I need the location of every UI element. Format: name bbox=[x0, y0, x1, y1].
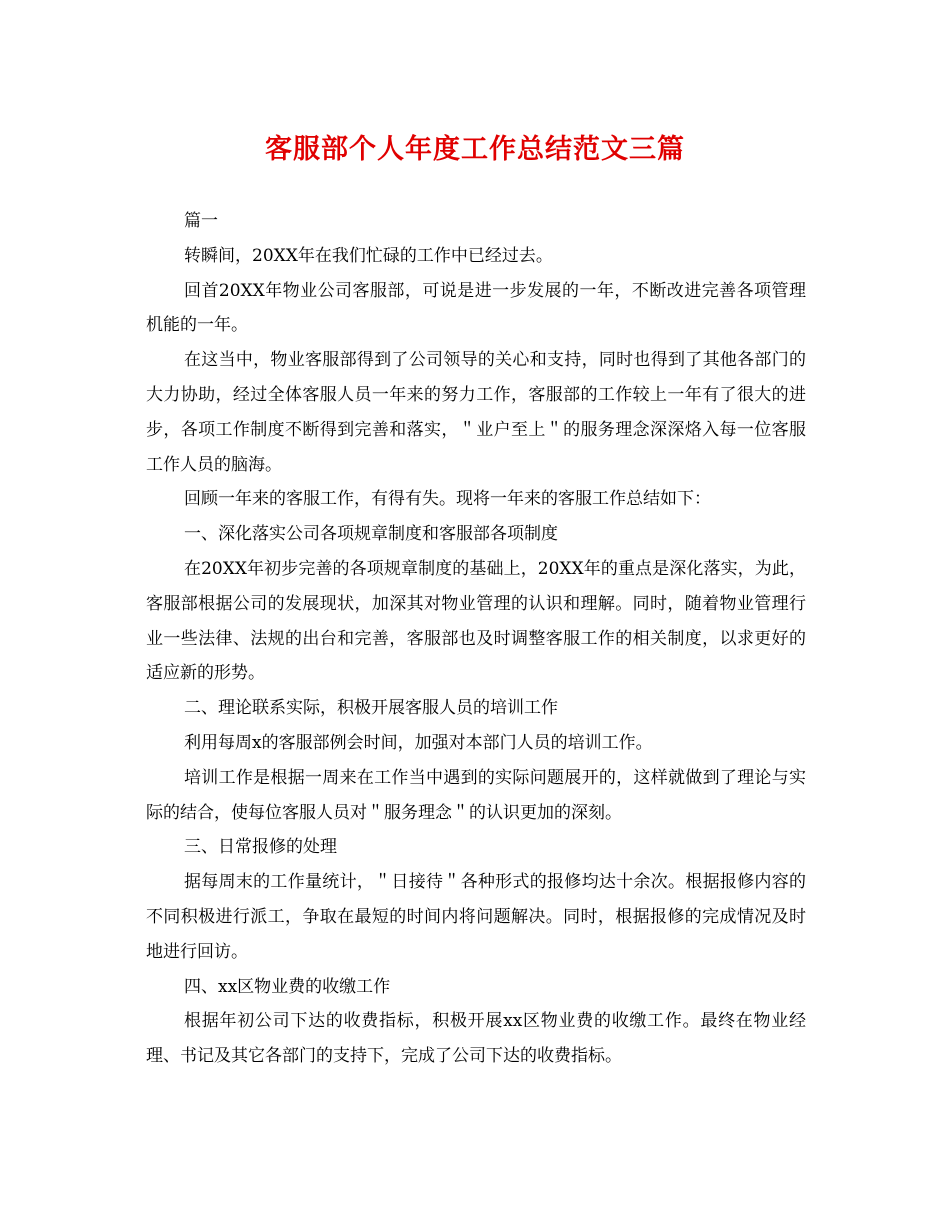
document-title: 客服部个人年度工作总结范文三篇 bbox=[265, 134, 685, 165]
document-body bbox=[146, 204, 806, 1074]
paragraph: 培训工作是根据一周来在工作当中遇到的实际问题展开的，这样就做到了理论与实际的结合，使每位客服人员对＂服务理念＂的认识更加的深刻。 bbox=[146, 767, 806, 823]
section-heading: 四、xx区物业费的收缴工作 bbox=[184, 976, 391, 997]
paragraph: 在这当中，物业客服部得到了公司领导的关心和支持，同时也得到了其他各部门的大力协助，经过全体客服人员一年来的努力工作，客服部的工作较上一年有了很大的进步，各项工作制度不断得到完善和落实，＂业户至上＂的服务理念深深烙入每一位客服工作人员的脑海。 bbox=[146, 350, 806, 475]
paragraph: 转瞬间，20XX年在我们忙碌的工作中已经过去。 bbox=[184, 245, 553, 266]
section-heading-part-one: 篇一 bbox=[184, 211, 218, 231]
paragraph: 回顾一年来的客服工作，有得有失。现将一年来的客服工作总结如下： bbox=[184, 489, 711, 510]
paragraph: 根据年初公司下达的收费指标，积极开展xx区物业费的收缴工作。最终在物业经理、书记及其它各部门的支持下，完成了公司下达的收费指标。 bbox=[146, 1011, 806, 1067]
section-heading: 二、理论联系实际，积极开展客服人员的培训工作 bbox=[184, 698, 558, 719]
paragraph: 据每周末的工作量统计，＂日接待＂各种形式的报修均达十余次。根据报修内容的不同积极进行派工，争取在最短的时间内将问题解决。同时，根据报修的完成情况及时地进行回访。 bbox=[146, 872, 806, 962]
section-heading: 一、深化落实公司各项规章制度和客服部各项制度 bbox=[184, 524, 558, 545]
paragraph: 在20XX年初步完善的各项规章制度的基础上，20XX年的重点是深化落实，为此，客服部根据公司的发展现状，加深其对物业管理的认识和理解。同时，随着物业管理行业一些法律、法规的出台和完善，客服部也及时调整客服工作的相关制度，以求更好的适应新的形势。 bbox=[146, 558, 806, 684]
paragraph: 回首20XX年物业公司客服部，可说是进一步发展的一年，不断改进完善各项管理机能的一年。 bbox=[146, 280, 806, 336]
section-heading: 三、日常报修的处理 bbox=[184, 837, 337, 858]
paragraph: 利用每周x的客服部例会时间，加强对本部门人员的培训工作。 bbox=[184, 732, 653, 753]
